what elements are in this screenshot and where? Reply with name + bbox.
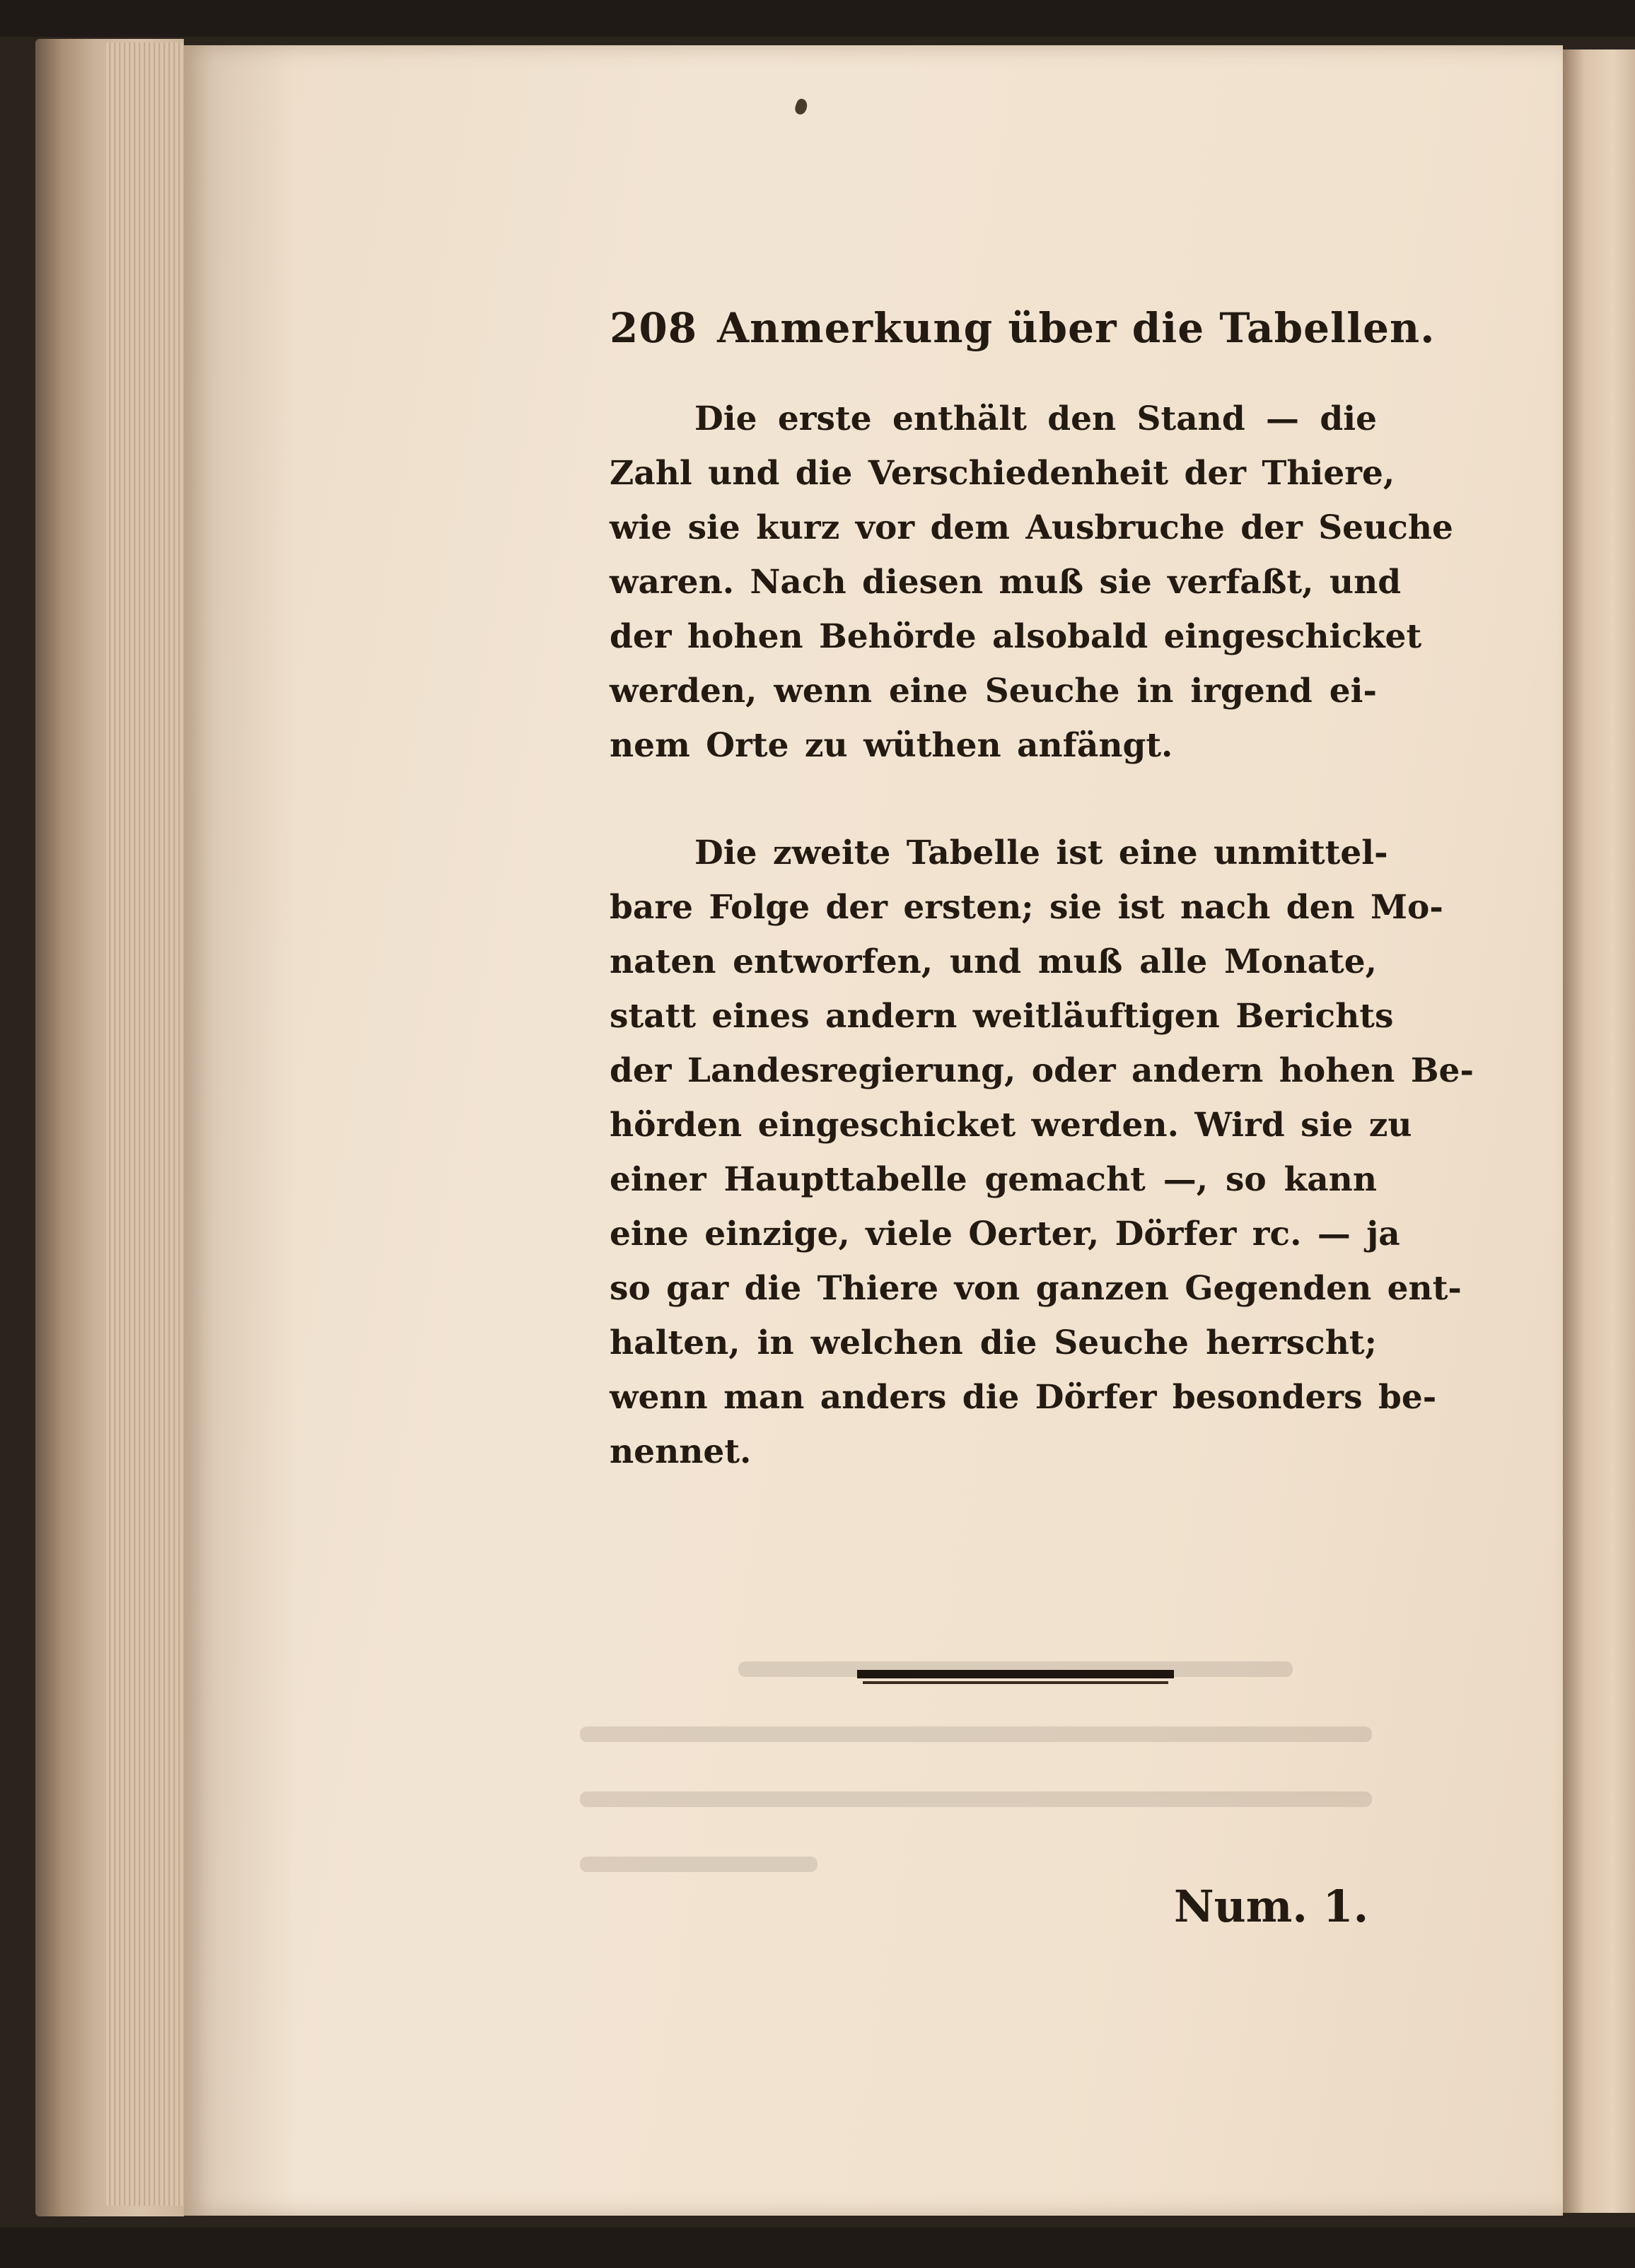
paragraph-line: der hohen Behörde alsobald eingeschicket [610, 617, 1422, 656]
page-stack-edges [106, 42, 184, 2206]
facing-page-edge [1563, 49, 1635, 2213]
bleed-through-text [580, 1661, 1372, 1902]
paragraph-line: Die erste enthält den Stand — die [694, 399, 1377, 438]
paragraph-line: eine einzige, viele Oerter, Dörfer rc. — ja [610, 1215, 1400, 1253]
paragraph-line: Die zweite Tabelle ist eine unmittel- [694, 834, 1388, 872]
scan-top-border [0, 0, 1635, 37]
paragraph-line: wie sie kurz vor dem Ausbruche der Seuche [610, 508, 1453, 547]
divider-thick-line [857, 1670, 1174, 1678]
paragraph-line: der Landesregierung, oder andern hohen Be- [610, 1051, 1474, 1090]
divider-thin-line [863, 1681, 1168, 1684]
paragraph-2 [610, 826, 1474, 1479]
paragraph-line: wenn man anders die Dörfer besonders be- [610, 1378, 1437, 1417]
catchword: Num. 1. [1174, 1881, 1369, 1932]
paragraph-line: Zahl und die Verschiedenheit der Thiere, [610, 454, 1395, 493]
scan-bottom-border [0, 2227, 1635, 2268]
paragraph-line: halten, in welchen die Seuche herrscht; [610, 1323, 1377, 1362]
paragraph-line: hörden eingeschicket werden. Wird sie zu [610, 1106, 1412, 1145]
paragraph-line: waren. Nach diesen muß sie verfaßt, und [610, 563, 1402, 602]
section-divider-rule [857, 1668, 1174, 1685]
paragraph-line: nem Orte zu wüthen anfängt. [610, 726, 1173, 765]
paragraph-1 [610, 392, 1453, 773]
page-number: 208 [610, 304, 698, 352]
paragraph-line: statt eines andern weitläuftigen Berichts [610, 997, 1394, 1036]
paragraph-line: naten entworfen, und muß alle Monate, [610, 942, 1377, 981]
paragraph-line: einer Haupttabelle gemacht —, so kann [610, 1160, 1377, 1199]
paragraph-line: bare Folge der ersten; sie ist nach den Mo- [610, 888, 1443, 927]
running-head-title: Anmerkung über die Tabellen. [717, 304, 1436, 352]
paragraph-line: so gar die Thiere von ganzen Gegenden ent- [610, 1269, 1462, 1308]
paragraph-line: nennet. [610, 1432, 752, 1471]
running-head [610, 304, 1436, 352]
page-text [610, 304, 1474, 1479]
paragraph-line: werden, wenn eine Seuche in irgend ei- [610, 672, 1377, 711]
gutter-shadow [184, 45, 297, 2216]
